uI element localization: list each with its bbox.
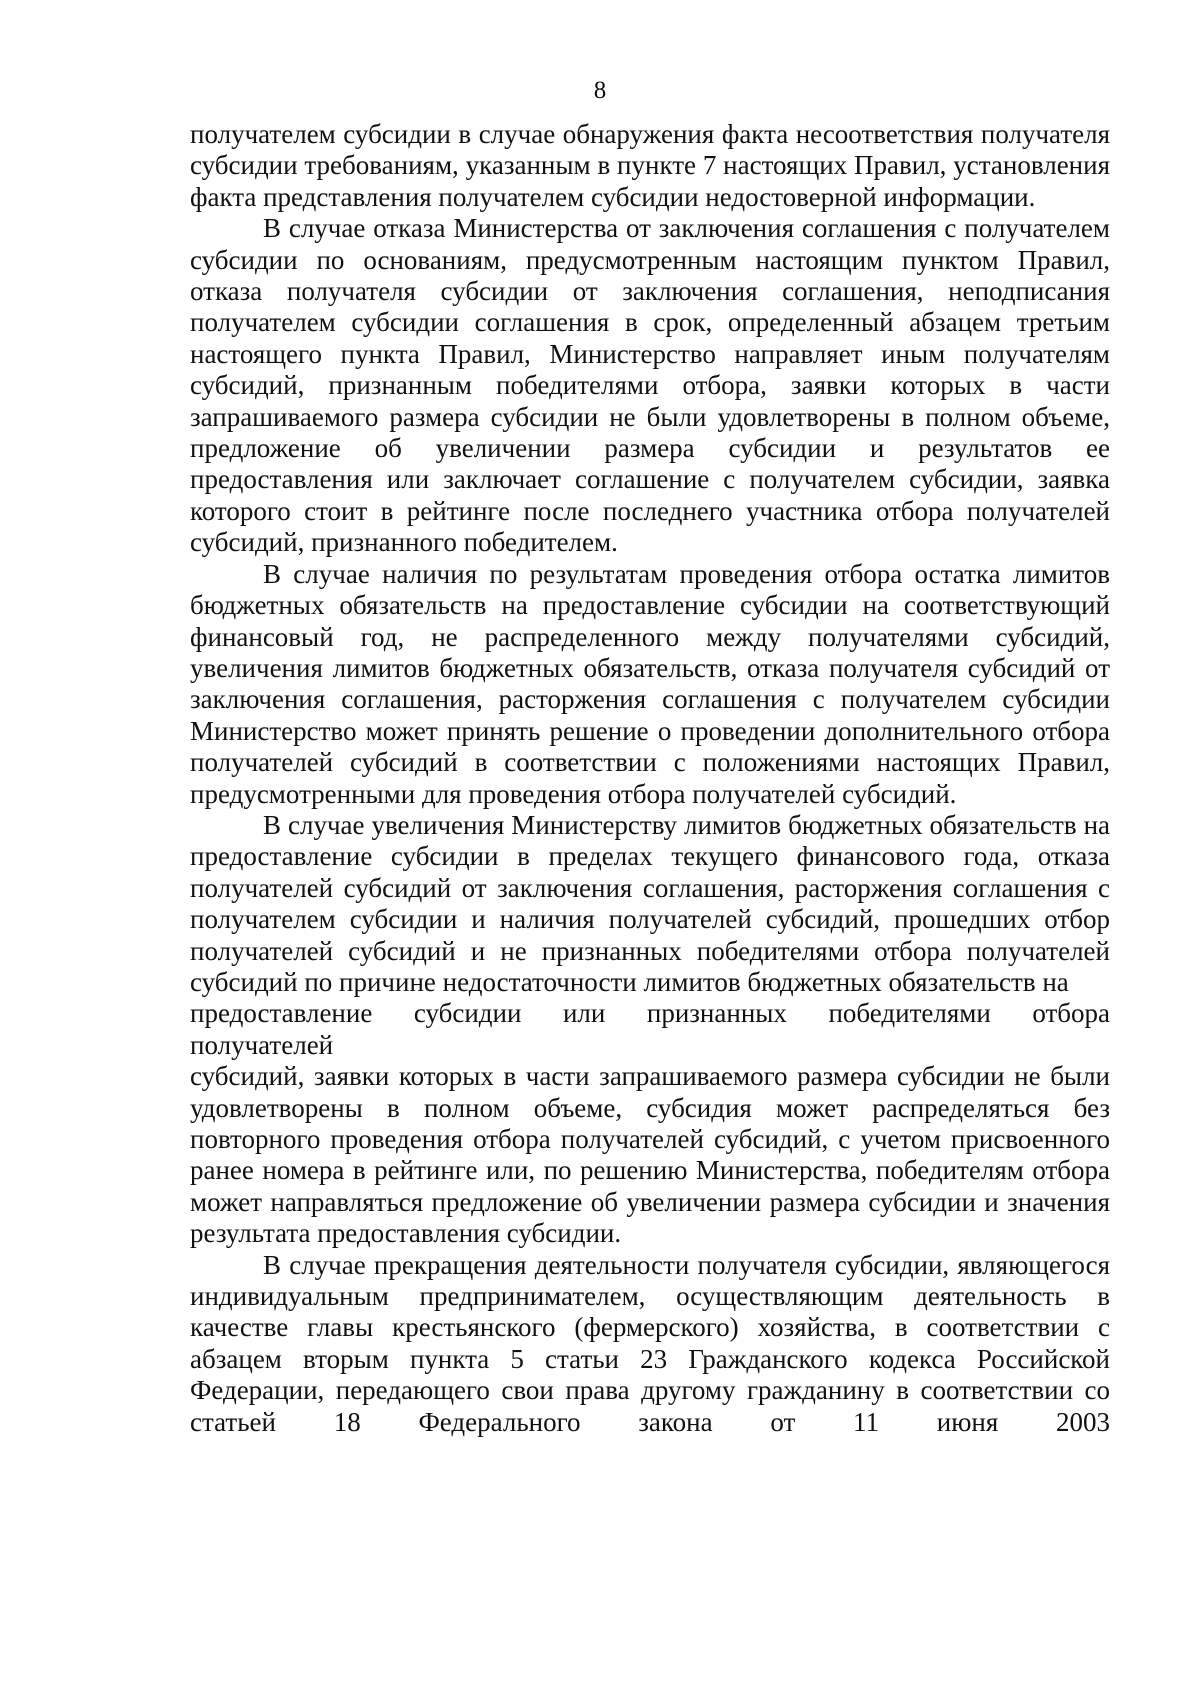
document-body <box>190 119 1110 1438</box>
paragraph-refusal-agreement: В случае отказа Министерства от заключения соглашения с получателем субсидии по основаниям, предусмотренным настоящим пунктом Правил, отказа получателя субсидии от заключения соглашения, неподписания получателем субсидии соглашения в срок, определенный абзацем третьим настоящего пункта Правил, Министерство направляет иным получателям субсидий, признанным победителями отбора, заявки которых в части запрашиваемого размера субсидии не были удовлетворены в полном объеме, предложение об увеличении размера субсидии и результатов ее предоставления или заключает соглашение с получателем субсидии, заявка которого стоит в рейтинге после последнего участника отбора получателей субсидий, признанного победителем. <box>190 213 1110 558</box>
paragraph-limit-increase: В случае увеличения Министерству лимитов бюджетных обязательств на предоставление субсидии в пределах текущего финансового года, отказа получателей субсидий от заключения соглашения, расторжения соглашения с получателем субсидии и наличия получателей субсидий, прошедших отбор получателей субсидий и не признанных победителями отбора получателей субсидий по причине недостаточности лимитов бюджетных обязательств на <box>190 809 1110 997</box>
paragraph-termination: В случае прекращения деятельности получателя субсидии, являющегося индивидуальным предпринимателем, осуществляющим деятельность в качестве главы крестьянского (фермерского) хозяйства, в соответствии с абзацем вторым пункта 5 статьи 23 Гражданского кодекса Российской Федерации, передающего свои права другому гражданину в соответствии со статьей 18 Федерального закона от 11 июня 2003 <box>190 1249 1110 1437</box>
paragraph-additional-selection: В случае наличия по результатам проведения отбора остатка лимитов бюджетных обязательств на предоставление субсидии на соответствующий финансовый год, не распределенного между получателями субсидий, увеличения лимитов бюджетных обязательств, отказа получателя субсидий от заключения соглашения, расторжения соглашения с получателем субсидии Министерство может принять решение о проведении дополнительного отбора получателей субсидий в соответствии с положениями настоящих Правил, предусмотренными для проведения отбора получателей субсидий. <box>190 558 1110 809</box>
paragraph-fragment-word: получателей <box>190 1029 334 1060</box>
paragraph-distribution: субсидий, заявки которых в части запрашиваемого размера субсидии не были удовлетворены в полном объеме, субсидия может распределяться без повторного проведения отбора получателей субсидий, с учетом присвоенного ранее номера в рейтинге или, по решению Министерства, победителям отбора может направляться предложение об увеличении размера субсидии и значения результата предоставления субсидии. <box>190 1061 1110 1249</box>
paragraph-fragment-line: предоставление субсидии или признанных победителями отбора <box>190 998 1110 1029</box>
paragraph-continuation: получателем субсидии в случае обнаружения факта несоответствия получателя субсидии требованиям, указанным в пункте 7 настоящих Правил, установления факта представления получателем субсидии недостоверной информации. <box>190 119 1110 212</box>
page-number: 8 <box>593 77 607 104</box>
